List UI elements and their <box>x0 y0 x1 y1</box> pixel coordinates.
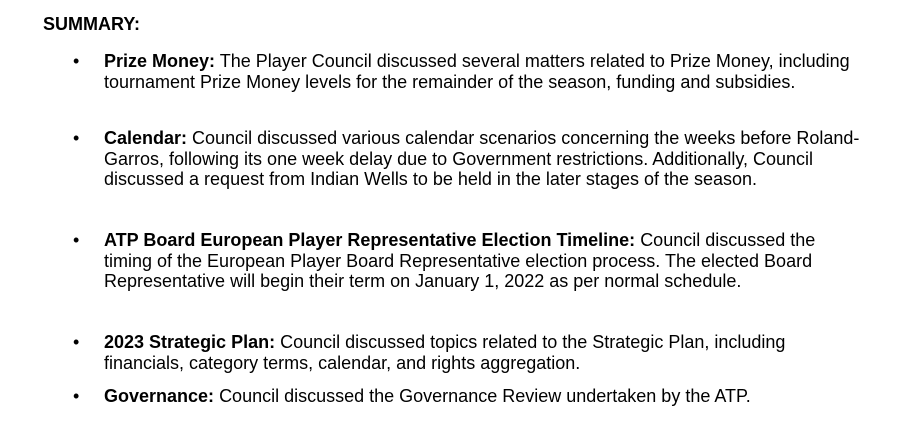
list-item-label: Prize Money: <box>104 51 216 71</box>
list-item-body: Council discussed the timing of the European Player Board Representative election process. The elected Board Representative will begin their term on January 1, 2022 as per normal schedule. <box>104 230 816 291</box>
summary-heading: SUMMARY: <box>43 14 140 34</box>
list-item-label: ATP Board European Player Representative Election Timeline: <box>104 230 636 250</box>
list-item-text <box>104 386 864 407</box>
list-item-body: Council discussed various calendar scenarios concerning the weeks before Roland-Garros, following its one week delay due to Government restrictions. Additionally, Council discussed a request from Indian Wells to be held in the later stages of the season. <box>104 128 860 189</box>
list-item-label: Governance: <box>104 386 215 406</box>
bullet-icon: • <box>73 51 80 71</box>
bullet-icon: • <box>73 230 80 250</box>
list-item-text <box>104 128 864 190</box>
list-item-text <box>104 51 864 92</box>
bullet-icon: • <box>73 386 80 406</box>
list-item-text <box>104 230 864 292</box>
bullet-icon: • <box>73 128 80 148</box>
list-item-label: 2023 Strategic Plan: <box>104 332 276 352</box>
list-item-text <box>104 332 864 373</box>
list-item-body: Council discussed topics related to the Strategic Plan, including financials, category terms, calendar, and rights aggregation. <box>104 332 786 373</box>
list-item-body: The Player Council discussed several matters related to Prize Money, including tournament Prize Money levels for the remainder of the season, funding and subsidies. <box>104 51 850 92</box>
bullet-icon: • <box>73 332 80 352</box>
list-item-label: Calendar: <box>104 128 188 148</box>
list-item-body: Council discussed the Governance Review undertaken by the ATP. <box>219 386 751 406</box>
